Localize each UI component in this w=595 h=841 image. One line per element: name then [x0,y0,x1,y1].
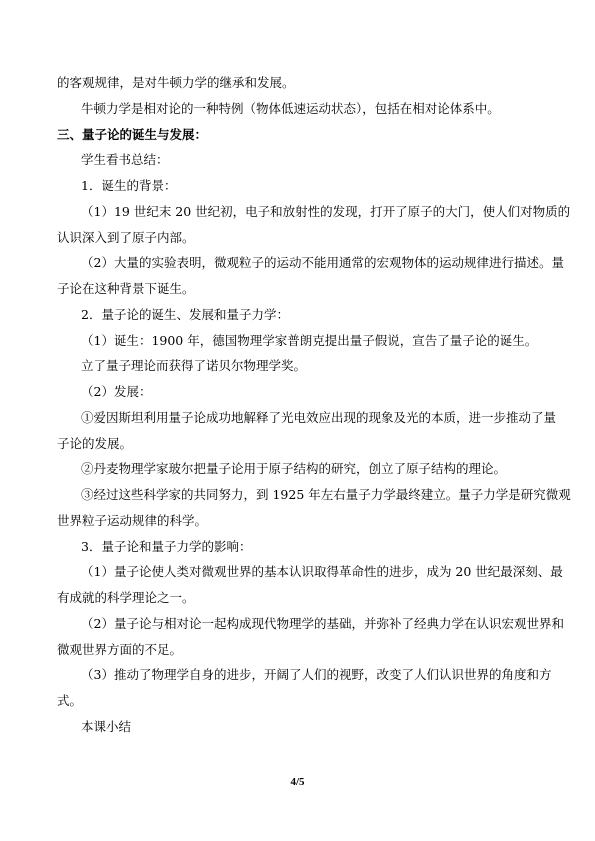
list-item: 2．量子论的诞生、发展和量子力学： [81,307,289,322]
list-item: 3．量子论和量子力学的影响： [81,539,252,554]
text-line: （2）量子论与相对论一起构成现代物理学的基础，并弥补了经典力学在认识宏观世界和 [81,616,564,631]
text-line: ②丹麦物理学家玻尔把量子论用于原子结构的研究，创立了原子结构的理论。 [81,461,507,476]
text-line: 有成就的科学理论之一。 [57,590,195,605]
text-line: ③经过这些科学家的共同努力，到 1925 年左右量子力学最终建立。量子力学是研究微观 [81,487,571,502]
text-line: 子论在这种背景下诞生。 [57,281,195,296]
text-line: （2）大量的实验表明，微观粒子的运动不能用通常的宏观物体的运动规律进行描述。量 [81,255,564,270]
text-line: 立了量子理论而获得了诺贝尔物理学奖。 [81,358,307,373]
text-line: （3）推动了物理学自身的进步，开阔了人们的视野，改变了人们认识世界的角度和方 [81,667,552,682]
text-line: 牛顿力学是相对论的一种特例（物体低速运动状态），包括在相对论体系中。 [81,101,500,116]
section-heading: 三、量子论的诞生与发展： [57,127,208,142]
text-line: 学生看书总结： [81,152,169,167]
page-number: 4/5 [290,776,305,788]
text-line: （1）量子论使人类对微观世界的基本认识取得革命性的进步，成为 20 世纪最深刻、最 [81,564,563,579]
text-line: 认识深入到了原子内部。 [57,230,195,245]
text-line: 子论的发展。 [57,436,133,451]
text-line: （2）发展： [81,384,152,399]
text-line: （1）诞生：1900 年，德国物理学家普朗克提出量子假说，宣告了量子论的诞生。 [81,333,538,348]
text-line: 式。 [57,693,83,708]
text-line: 世界粒子运动规律的科学。 [57,513,208,528]
list-item: 1．诞生的背景： [81,178,177,193]
text-line: （1）19 世纪末 20 世纪初，电子和放射性的发现，打开了原子的大门，使人们对物质的 [81,204,571,219]
text-line: ①爱因斯坦利用量子论成功地解释了光电效应出现的现象及光的本质，进一步推动了量 [81,410,557,425]
text-line: 微观世界方面的不足。 [57,642,183,657]
text-line: 本课小结 [81,719,132,734]
text-line: 的客观规律，是对牛顿力学的继承和发展。 [57,75,295,90]
